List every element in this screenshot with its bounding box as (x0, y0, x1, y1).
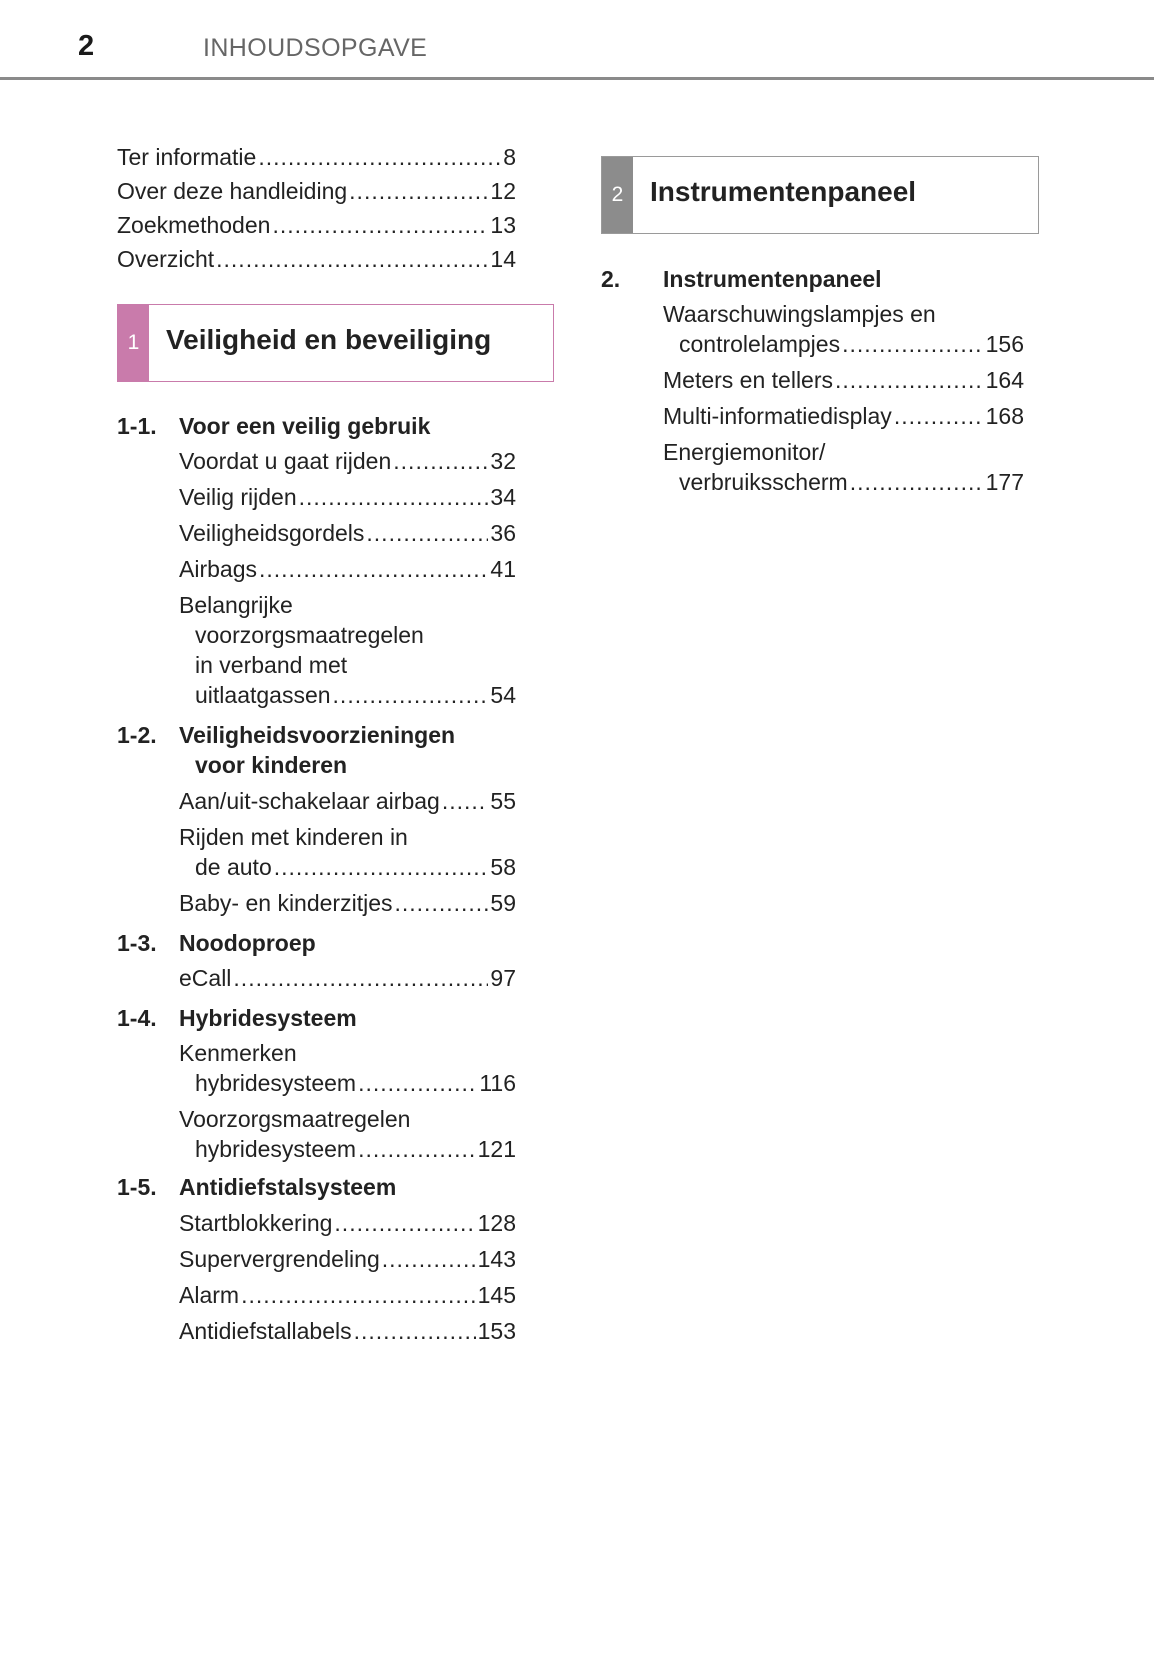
dot-leader (393, 446, 488, 476)
toc-entry-label: Overzicht (117, 246, 215, 272)
toc-entry-label: Rijden met kinderen in (179, 824, 408, 850)
section-number: 1-3. (117, 930, 157, 956)
toc-entry-veiligheidsgordels[interactable] (179, 518, 516, 548)
toc-entry-ecall[interactable] (179, 963, 516, 993)
toc-entry-label-cont: hybridesysteem (195, 1070, 357, 1096)
section-title: Hybridesysteem (179, 1005, 357, 1031)
dot-leader (272, 210, 488, 240)
toc-entry-voordat-u-gaat-rijden[interactable] (179, 446, 516, 476)
toc-entry-label-cont: uitlaatgassen (195, 682, 331, 708)
chapter-number-tab: 1 (118, 305, 149, 381)
toc-entry-page: 55 (490, 788, 516, 814)
toc-entry-page: 36 (490, 520, 516, 546)
toc-entry-veilig-rijden[interactable] (179, 482, 516, 512)
toc-entry-label: Energiemonitor/ (663, 439, 826, 465)
toc-entry-label: Ter informatie (117, 144, 257, 170)
toc-entry-page: 8 (503, 144, 516, 170)
page-header (0, 0, 1166, 82)
toc-entry-page: 156 (985, 331, 1024, 357)
dot-leader (842, 329, 984, 359)
section-number: 2. (601, 266, 621, 292)
toc-entry-kenmerken-hybridesysteem[interactable] (179, 1038, 516, 1098)
toc-entry-page: 97 (490, 965, 516, 991)
toc-entry-label: Veilig rijden (179, 484, 297, 510)
toc-entry-label: Zoekmethoden (117, 212, 271, 238)
toc-entry-waarschuwingslampjes[interactable] (663, 299, 1024, 359)
toc-entry-label-cont: de auto (195, 854, 272, 880)
dot-leader (259, 554, 488, 584)
section-title (179, 720, 455, 780)
section-number: 1-2. (117, 722, 157, 748)
toc-entry-uitlaatgassen[interactable] (179, 590, 516, 710)
toc-entry-page: 121 (477, 1136, 516, 1162)
dot-leader (358, 1068, 477, 1098)
dot-leader (395, 888, 489, 918)
toc-entry-over-deze-handleiding[interactable] (117, 176, 516, 206)
section-number: 1-4. (117, 1005, 157, 1031)
toc-entry-rijden-met-kinderen[interactable] (179, 822, 516, 882)
toc-entry-label: Aan/uit-schakelaar airbag (179, 788, 440, 814)
dot-leader (354, 1316, 476, 1346)
dot-leader (349, 176, 488, 206)
toc-entry-label: Kenmerken (179, 1040, 297, 1066)
toc-entry-energiemonitor[interactable] (663, 437, 1024, 497)
toc-entry-voorzorgsmaatregelen-hybridesysteem[interactable] (179, 1104, 516, 1164)
toc-entry-label-cont: controlelampjes (679, 331, 841, 357)
toc-entry-supervergrendeling[interactable] (179, 1244, 516, 1274)
toc-entry-page: 59 (490, 890, 516, 916)
toc-entry-label: Airbags (179, 556, 257, 582)
dot-leader (241, 1280, 476, 1310)
toc-entry-startblokkering[interactable] (179, 1208, 516, 1238)
section-title-line: Veiligheidsvoorzieningen (179, 722, 456, 748)
chapter-number-tab: 2 (602, 157, 633, 233)
toc-entry-baby-en-kinderzitjes[interactable] (179, 888, 516, 918)
toc-entry-page: 34 (490, 484, 516, 510)
section-number: 1-1. (117, 413, 157, 439)
toc-entry-label: Voorzorgsmaatregelen (179, 1106, 411, 1132)
dot-leader (382, 1244, 476, 1274)
toc-entry-label: Veiligheidsgordels (179, 520, 365, 546)
toc-entry-aan-uit-schakelaar-airbag[interactable] (179, 786, 516, 816)
dot-leader (334, 1208, 475, 1238)
toc-entry-label: Startblokkering (179, 1210, 333, 1236)
dot-leader (835, 365, 984, 395)
section-title: Antidiefstalsysteem (179, 1174, 397, 1200)
section-title: Instrumentenpaneel (663, 266, 882, 292)
dot-leader (299, 482, 489, 512)
chapter-2-header[interactable] (601, 156, 1039, 234)
dot-leader (442, 786, 489, 816)
dot-leader (258, 142, 501, 172)
dot-leader (358, 1134, 476, 1164)
dot-leader (333, 680, 489, 710)
header-divider (0, 77, 1154, 80)
toc-entry-page: 32 (490, 448, 516, 474)
toc-entry-meters-en-tellers[interactable] (663, 365, 1024, 395)
toc-entry-airbags[interactable] (179, 554, 516, 584)
dot-leader (274, 852, 489, 882)
toc-entry-label: Belangrijke (179, 592, 293, 618)
page-number: 2 (78, 30, 95, 62)
section-title: Noodoproep (179, 930, 316, 956)
toc-entry-label: Baby- en kinderzitjes (179, 890, 393, 916)
toc-entry-label-cont: hybridesysteem (195, 1136, 357, 1162)
dot-leader (233, 963, 488, 993)
toc-entry-page: 116 (479, 1070, 516, 1096)
toc-entry-page: 13 (490, 212, 516, 238)
chapter-title: Veiligheid en beveiliging (166, 324, 492, 355)
toc-entry-label: Multi-informatiedisplay (663, 403, 892, 429)
toc-entry-zoekmethoden[interactable] (117, 210, 516, 240)
toc-entry-label: Waarschuwingslampjes en (663, 301, 936, 327)
toc-entry-label: Voordat u gaat rijden (179, 448, 392, 474)
toc-entry-ter-informatie[interactable] (117, 142, 516, 172)
toc-entry-overzicht[interactable] (117, 244, 516, 274)
toc-entry-label: Alarm (179, 1282, 240, 1308)
toc-entry-antidiefstallabels[interactable] (179, 1316, 516, 1346)
dot-leader (366, 518, 488, 548)
section-title: Voor een veilig gebruik (179, 413, 431, 439)
toc-entry-page: 58 (490, 854, 516, 880)
chapter-1-header[interactable] (117, 304, 554, 382)
dot-leader (850, 467, 984, 497)
toc-entry-label-cont: verbruiksscherm (679, 469, 848, 495)
toc-entry-page: 128 (477, 1210, 516, 1236)
toc-entry-page: 14 (490, 246, 516, 272)
toc-entry-page: 145 (477, 1282, 516, 1308)
section-number: 1-5. (117, 1174, 157, 1200)
toc-entry-label-cont: in verband met (195, 652, 348, 678)
toc-entry-page: 12 (490, 178, 516, 204)
toc-entry-label: Over deze handleiding (117, 178, 348, 204)
toc-entry-page: 143 (477, 1246, 516, 1272)
toc-entry-page: 177 (985, 469, 1024, 495)
dot-leader (216, 244, 488, 274)
toc-entry-label: Meters en tellers (663, 367, 834, 393)
toc-entry-multi-informatiedisplay[interactable] (663, 401, 1024, 431)
toc-entry-label: Supervergrendeling (179, 1246, 380, 1272)
toc-entry-page: 164 (985, 367, 1024, 393)
toc-entry-label-cont: voorzorgsmaatregelen (195, 622, 424, 648)
section-title: INHOUDSOPGAVE (203, 34, 428, 62)
toc-entry-page: 168 (985, 403, 1024, 429)
toc-entry-page: 54 (490, 682, 516, 708)
toc-entry-page: 41 (490, 556, 516, 582)
toc-entry-label: eCall (179, 965, 232, 991)
chapter-title: Instrumentenpaneel (650, 176, 917, 207)
toc-entry-label: Antidiefstallabels (179, 1318, 352, 1344)
section-title-line: voor kinderen (195, 752, 348, 778)
toc-entry-alarm[interactable] (179, 1280, 516, 1310)
dot-leader (894, 401, 984, 431)
toc-entry-page: 153 (477, 1318, 516, 1344)
